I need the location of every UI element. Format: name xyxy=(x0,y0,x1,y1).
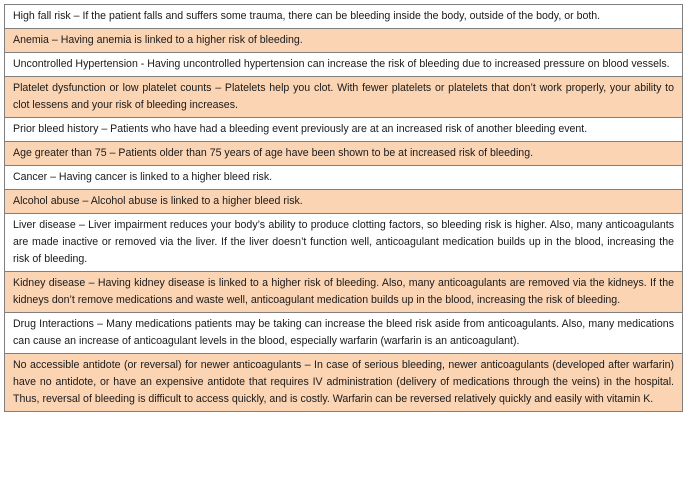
risk-cell: Alcohol abuse – Alcohol abuse is linked to a higher bleed risk. xyxy=(5,190,683,214)
risk-row-fall xyxy=(5,5,683,29)
risk-table-body xyxy=(5,5,683,412)
risk-row-anemia xyxy=(5,29,683,53)
risk-row-antidote xyxy=(5,354,683,412)
risk-cell: Anemia – Having anemia is linked to a higher risk of bleeding. xyxy=(5,29,683,53)
risk-cell: Prior bleed history – Patients who have had a bleeding event previously are at an increased risk of another bleeding event. xyxy=(5,118,683,142)
risk-row-alcohol xyxy=(5,190,683,214)
risk-cell: Uncontrolled Hypertension - Having uncontrolled hypertension can increase the risk of bleeding due to increased pressure on blood vessels. xyxy=(5,53,683,77)
risk-cell: Age greater than 75 – Patients older than 75 years of age have been shown to be at increased risk of bleeding. xyxy=(5,142,683,166)
risk-row-platelet xyxy=(5,77,683,118)
risk-cell: High fall risk – If the patient falls and suffers some trauma, there can be bleeding inside the body, outside of the body, or both. xyxy=(5,5,683,29)
risk-cell: Cancer – Having cancer is linked to a higher bleed risk. xyxy=(5,166,683,190)
risk-row-drug-interactions xyxy=(5,313,683,354)
risk-cell: No accessible antidote (or reversal) for newer anticoagulants – In case of serious bleeding, newer anticoagulants (developed after warfarin) have no antidote, or have an expensive antidote that requires IV administration (delivery of medications through the veins) in the hospital. Thus, reversal of bleeding is difficult to access quickly, and is costly. Warfarin can be reversed relatively quickly and easily with vitamin K. xyxy=(5,354,683,412)
risk-cell: Platelet dysfunction or low platelet counts – Platelets help you clot. With fewer platelets or platelets that don’t work properly, your ability to clot lessens and your risk of bleeding increases. xyxy=(5,77,683,118)
risk-row-hypertension xyxy=(5,53,683,77)
risk-row-kidney xyxy=(5,272,683,313)
risk-row-liver xyxy=(5,214,683,272)
risk-row-prior-bleed xyxy=(5,118,683,142)
risk-row-age xyxy=(5,142,683,166)
risk-cell: Kidney disease – Having kidney disease is linked to a higher risk of bleeding. Also, many anticoagulants are removed via the kidneys. If the kidneys don’t remove medications and waste well, anticoagulant medication builds up in the blood, increasing the risk of bleeding. xyxy=(5,272,683,313)
risk-cell: Drug Interactions – Many medications patients may be taking can increase the bleed risk aside from anticoagulants. Also, many medications can cause an increase of anticoagulant levels in the blood, especially warfarin (warfarin is an anticoagulant). xyxy=(5,313,683,354)
risk-row-cancer xyxy=(5,166,683,190)
risk-cell: Liver disease – Liver impairment reduces your body’s ability to produce clotting factors, so bleeding risk is higher. Also, many anticoagulants are made inactive or removed via the liver. If the liver doesn’t function well, anticoagulant medication builds up in the blood, increasing the risk of bleeding. xyxy=(5,214,683,272)
bleeding-risk-table xyxy=(4,4,683,412)
